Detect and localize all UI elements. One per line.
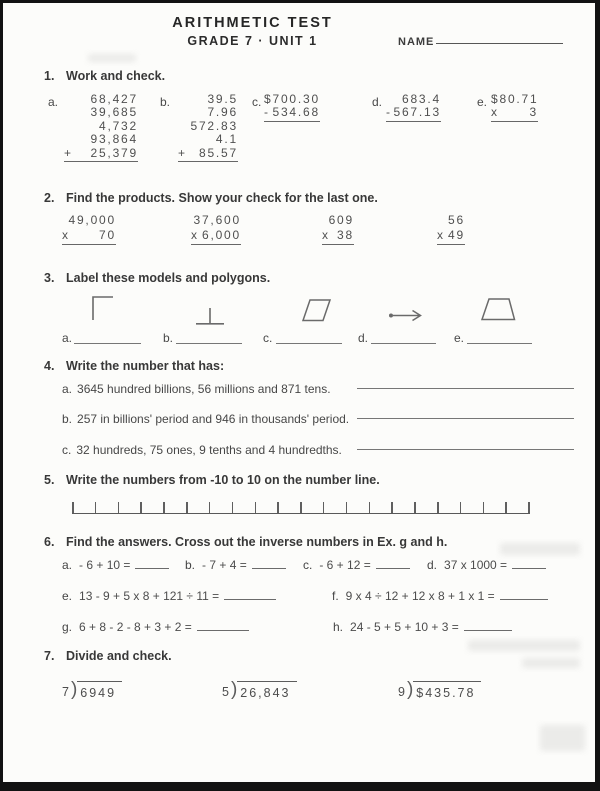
- bleed-through-artifact: [540, 725, 585, 751]
- bleed-through-artifact: [88, 54, 136, 62]
- operator: +: [64, 145, 73, 160]
- number-line-tick: [437, 502, 439, 513]
- p6-answer-blank-f: [500, 589, 548, 600]
- ray-icon: [388, 309, 426, 322]
- problem-2-instruction: Find the products. Show your check for the last one.: [66, 191, 378, 205]
- problem-2-header: [44, 191, 378, 205]
- scan-border-bottom: [0, 782, 600, 791]
- number-line-tick: [72, 502, 74, 513]
- addend: 93,864: [90, 132, 138, 147]
- p6-label-e: e.: [62, 589, 73, 603]
- p3-label-d: d.: [358, 331, 369, 345]
- p1-column-a: [64, 93, 138, 162]
- multiplicand: 37,600: [193, 213, 241, 227]
- operator: x: [437, 228, 445, 242]
- division-problem-1: [62, 681, 122, 700]
- problem-3-header: [44, 271, 270, 285]
- p1-column-c: [264, 93, 320, 122]
- problem-4-number: 4.: [44, 359, 55, 373]
- name-label: NAME: [398, 36, 435, 48]
- trapezoid-icon: [480, 298, 517, 321]
- division-bracket-icon: ): [406, 679, 414, 700]
- p2-2-operator-row: [191, 228, 241, 245]
- multiplicand: 56: [448, 213, 465, 227]
- multiplicand: $80.71: [491, 92, 539, 106]
- p3-answer-line-c: [276, 331, 342, 344]
- number-line-tick: [140, 502, 142, 513]
- p1-column-e: [491, 93, 538, 122]
- p1-c-operator-row: [264, 106, 320, 121]
- operator: -: [386, 105, 392, 120]
- problem-5-header: [44, 473, 380, 487]
- p6-item-c: [303, 558, 410, 572]
- p6-item-d: [427, 558, 546, 572]
- p4-text-b: 257 in billions' period and 946 in thousands' period.: [77, 412, 350, 426]
- p2-3-operator-row: [322, 228, 354, 245]
- addend: 85.57: [198, 145, 238, 160]
- number-line-tick: [391, 502, 393, 513]
- p6-answer-blank-e: [224, 589, 276, 600]
- p2-1-operator-row: [62, 228, 116, 245]
- addend: 68,427: [90, 92, 138, 106]
- divisor: 5: [222, 685, 230, 699]
- problem-2-number: 2.: [44, 191, 55, 205]
- p4-label-b: b.: [62, 412, 73, 426]
- addend: 4,732: [98, 118, 138, 133]
- scan-border-top: [0, 0, 600, 3]
- number-line-tick: [209, 502, 211, 513]
- parallelogram-icon: [302, 299, 332, 322]
- addend: 572.83: [190, 118, 238, 133]
- p2-column-3: [322, 213, 354, 245]
- operator: -: [264, 105, 270, 120]
- p6-expr-e: 13 - 9 + 5 x 8 + 121 ÷ 11 =: [79, 589, 220, 603]
- addend: 39,685: [90, 105, 138, 120]
- multiplicand: 49,000: [68, 213, 116, 227]
- problem-4-instruction: Write the number that has:: [66, 359, 225, 373]
- divisor: 9: [398, 685, 406, 699]
- page-title: ARITHMETIC TEST: [172, 15, 333, 31]
- page-subtitle: GRADE 7 · UNIT 1: [187, 34, 318, 48]
- p6-item-g: [62, 620, 249, 634]
- number-line-tick: [277, 502, 279, 513]
- addend: 25,379: [90, 145, 138, 160]
- p6-label-c: c.: [303, 558, 313, 572]
- name-blank-line: [436, 32, 563, 44]
- p1-column-b: [178, 93, 238, 162]
- right-angle-icon: [92, 296, 114, 321]
- p6-answer-blank-d: [512, 558, 546, 569]
- p6-expr-a: - 6 + 10 =: [79, 558, 131, 572]
- dividend: 6949: [77, 681, 122, 700]
- problem-6-number: 6.: [44, 535, 55, 549]
- operator: +: [178, 145, 187, 160]
- p1-label-c: c.: [252, 95, 262, 109]
- p6-label-g: g.: [62, 620, 73, 634]
- bleed-through-artifact: [500, 543, 580, 555]
- p6-answer-blank-c: [376, 558, 410, 569]
- problem-3-instruction: Label these models and polygons.: [66, 271, 271, 285]
- problem-4-header: [44, 359, 224, 373]
- p3-answer-line-e: [467, 331, 532, 344]
- p4-item-b: [62, 412, 349, 426]
- p3-label-b: b.: [163, 331, 174, 345]
- problem-1-instruction: Work and check.: [66, 69, 166, 83]
- problem-1-header: [44, 69, 165, 83]
- division-problem-2: [222, 681, 297, 700]
- p6-label-d: d.: [427, 558, 438, 572]
- perpendicular-lines-icon: [196, 306, 224, 325]
- p1-label-a: a.: [48, 95, 59, 109]
- problem-6-instruction: Find the answers. Cross out the inverse numbers in Ex. g and h.: [66, 535, 448, 549]
- p1-d-operator-row: [386, 106, 441, 121]
- problem-7-instruction: Divide and check.: [66, 649, 172, 663]
- p6-label-h: h.: [333, 620, 344, 634]
- number-line-tick: [118, 502, 120, 513]
- p6-expr-g: 6 + 8 - 2 - 8 + 3 + 2 =: [79, 620, 192, 634]
- number-line-tick: [346, 502, 348, 513]
- scan-border-left: [0, 0, 3, 791]
- p4-answer-line-b: [357, 406, 574, 419]
- bleed-through-artifact: [522, 658, 580, 668]
- operator: x: [62, 228, 70, 242]
- p4-label-a: a.: [62, 382, 73, 396]
- p3-answer-line-b: [176, 331, 242, 344]
- p1-label-d: d.: [372, 95, 383, 109]
- p6-answer-blank-a: [135, 558, 169, 569]
- operator: x: [191, 228, 199, 242]
- number-line-tick: [232, 502, 234, 513]
- addend: 4.1: [215, 132, 238, 147]
- p6-expr-c: - 6 + 12 =: [319, 558, 371, 572]
- p6-item-e: [62, 589, 276, 603]
- problem-5-instruction: Write the numbers from -10 to 10 on the number line.: [66, 473, 380, 487]
- p6-label-b: b.: [185, 558, 196, 572]
- number-line-tick: [255, 502, 257, 513]
- p1-column-d: [386, 93, 441, 122]
- division-bracket-icon: ): [70, 679, 78, 700]
- minuend: $700.30: [264, 92, 320, 106]
- multiplier: 49: [448, 228, 465, 242]
- division-bracket-icon: ): [230, 679, 238, 700]
- p6-item-h: [333, 620, 512, 634]
- p4-item-a: [62, 382, 331, 396]
- number-line-tick: [460, 502, 462, 513]
- p4-answer-line-c: [357, 437, 574, 450]
- p3-answer-line-d: [371, 331, 436, 344]
- addend: 39.5: [207, 92, 238, 106]
- multiplier: 3: [529, 105, 538, 120]
- problem-6-header: [44, 535, 447, 549]
- p6-expr-d: 37 x 1000 =: [444, 558, 508, 572]
- problem-7-number: 7.: [44, 649, 55, 663]
- multiplicand: 609: [328, 213, 354, 227]
- p6-label-f: f.: [332, 589, 339, 603]
- operator: x: [491, 105, 499, 120]
- dividend: 26,843: [237, 681, 296, 700]
- p6-expr-f: 9 x 4 ÷ 12 + 12 x 8 + 1 x 1 =: [345, 589, 495, 603]
- p4-item-c: [62, 443, 342, 457]
- minuend: 683.4: [401, 92, 441, 106]
- p4-text-c: 32 hundreds, 75 ones, 9 tenths and 4 hundredths.: [76, 443, 342, 457]
- dividend: $435.78: [413, 681, 481, 700]
- number-line-tick: [414, 502, 416, 513]
- problem-7-header: [44, 649, 172, 663]
- number-line-tick: [95, 502, 97, 513]
- p6-answer-blank-h: [464, 620, 512, 631]
- p6-item-f: [332, 589, 548, 603]
- number-line-tick: [163, 502, 165, 513]
- p1-label-b: b.: [160, 95, 171, 109]
- number-line-tick: [369, 502, 371, 513]
- subtrahend: 567.13: [393, 105, 441, 120]
- bleed-through-artifact: [468, 640, 580, 651]
- problem-1-number: 1.: [44, 69, 55, 83]
- p6-item-b: [185, 558, 286, 572]
- p2-column-1: [62, 213, 116, 245]
- p3-label-c: c.: [263, 331, 273, 345]
- p6-answer-blank-b: [252, 558, 286, 569]
- problem-3-number: 3.: [44, 271, 55, 285]
- divisor: 7: [62, 685, 70, 699]
- number-line-tick: [483, 502, 485, 513]
- number-line-tick: [186, 502, 188, 513]
- p2-4-operator-row: [437, 228, 465, 245]
- p4-text-a: 3645 hundred billions, 56 millions and 871 tens.: [77, 382, 331, 396]
- multiplier: 6,000: [201, 228, 241, 242]
- p6-expr-h: 24 - 5 + 5 + 10 + 3 =: [350, 620, 459, 634]
- number-line: [72, 499, 530, 514]
- p6-answer-blank-g: [197, 620, 249, 631]
- p3-label-a: a.: [62, 331, 73, 345]
- p3-label-e: e.: [454, 331, 465, 345]
- problem-5-number: 5.: [44, 473, 55, 487]
- number-line-tick: [505, 502, 507, 513]
- scan-border-right: [595, 0, 600, 791]
- number-line-tick: [323, 502, 325, 513]
- p2-column-4: [437, 213, 465, 245]
- p2-column-2: [191, 213, 241, 245]
- division-problem-3: [398, 681, 481, 700]
- number-line-tick: [300, 502, 302, 513]
- subtrahend: 534.68: [272, 105, 320, 120]
- p6-expr-b: - 7 + 4 =: [202, 558, 247, 572]
- p1-b-operator-row: [178, 147, 238, 162]
- p6-item-a: [62, 558, 169, 572]
- multiplier: 70: [99, 228, 116, 242]
- p6-label-a: a.: [62, 558, 73, 572]
- p1-e-operator-row: [491, 106, 538, 121]
- operator: x: [322, 228, 330, 242]
- p3-answer-line-a: [74, 331, 141, 344]
- p4-label-c: c.: [62, 443, 72, 457]
- addend: 7.96: [207, 105, 238, 120]
- p1-a-operator-row: [64, 147, 138, 162]
- number-line-tick: [528, 502, 530, 513]
- multiplier: 38: [337, 228, 354, 242]
- p4-answer-line-a: [357, 376, 574, 389]
- p1-label-e: e.: [477, 95, 488, 109]
